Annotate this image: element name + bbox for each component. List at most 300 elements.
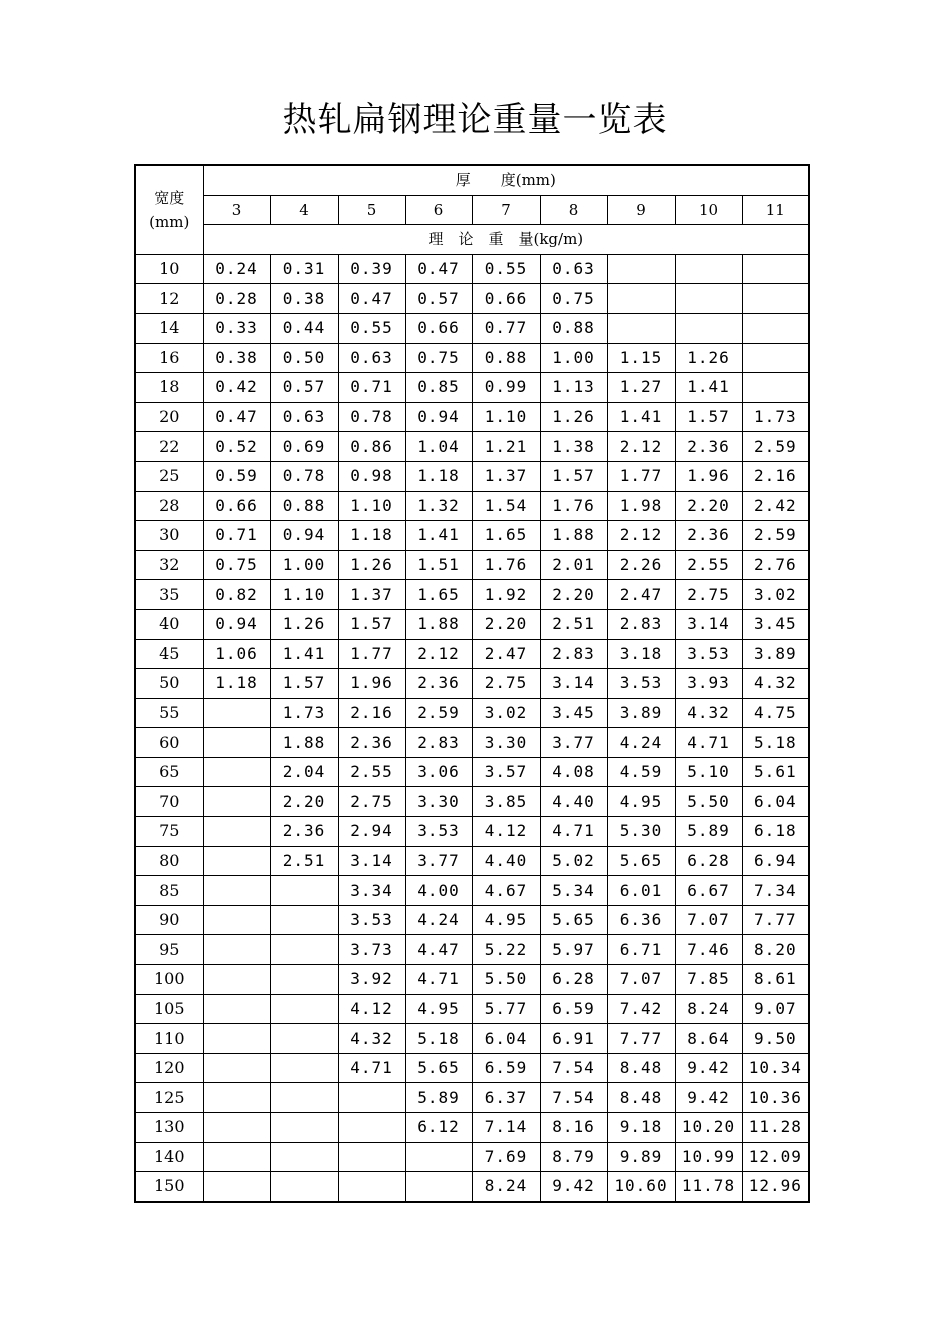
- weight-cell: 3.92: [338, 965, 405, 995]
- weight-cell: 0.88: [540, 313, 607, 343]
- weight-cell: 3.77: [540, 728, 607, 758]
- weight-cell: 1.57: [338, 609, 405, 639]
- weight-cell: 0.44: [270, 313, 338, 343]
- weight-cell: 5.89: [405, 1083, 472, 1113]
- table-row: [135, 994, 809, 1024]
- weight-cell: [203, 994, 270, 1024]
- width-cell: 22: [135, 432, 203, 462]
- weight-cell: 3.53: [675, 639, 742, 669]
- weight-cell: 1.18: [338, 521, 405, 551]
- table-row: [135, 787, 809, 817]
- weight-cell: 7.54: [540, 1083, 607, 1113]
- header-row-weight-label: [135, 225, 809, 255]
- weight-cell: 3.57: [472, 757, 540, 787]
- weight-cell: 3.53: [607, 669, 675, 699]
- weight-cell: 1.10: [270, 580, 338, 610]
- weight-cell: 5.65: [405, 1053, 472, 1083]
- weight-cell: 4.24: [405, 905, 472, 935]
- weight-cell: 0.77: [472, 313, 540, 343]
- table-row: [135, 1024, 809, 1054]
- weight-cell: 2.36: [338, 728, 405, 758]
- weight-cell: 0.28: [203, 284, 270, 314]
- weight-cell: [203, 698, 270, 728]
- weight-cell: 10.60: [607, 1172, 675, 1202]
- weight-cell: 8.16: [540, 1113, 607, 1143]
- width-cell: 60: [135, 728, 203, 758]
- weight-cell: 9.89: [607, 1142, 675, 1172]
- weight-cell: 1.88: [270, 728, 338, 758]
- table-row: [135, 817, 809, 847]
- weight-cell: 2.76: [742, 550, 809, 580]
- weight-cell: 12.09: [742, 1142, 809, 1172]
- weight-cell: 6.12: [405, 1113, 472, 1143]
- weight-cell: 7.77: [607, 1024, 675, 1054]
- weight-cell: 2.36: [675, 521, 742, 551]
- weight-cell: [270, 1142, 338, 1172]
- weight-cell: 3.89: [742, 639, 809, 669]
- table-body: [135, 165, 809, 1202]
- weight-cell: 0.47: [405, 254, 472, 284]
- weight-cell: 6.37: [472, 1083, 540, 1113]
- table-row: [135, 254, 809, 284]
- weight-cell: [607, 284, 675, 314]
- weight-cell: 6.28: [540, 965, 607, 995]
- weight-cell: 1.65: [405, 580, 472, 610]
- weight-cell: 4.67: [472, 876, 540, 906]
- weight-cell: 9.07: [742, 994, 809, 1024]
- weight-cell: 5.65: [607, 846, 675, 876]
- header-row-thicknesses: [135, 195, 809, 225]
- weight-cell: 4.95: [472, 905, 540, 935]
- width-cell: 120: [135, 1053, 203, 1083]
- weight-cell: 1.37: [472, 461, 540, 491]
- weight-cell: 2.55: [675, 550, 742, 580]
- width-cell: 18: [135, 373, 203, 403]
- weight-cell: 2.16: [742, 461, 809, 491]
- weight-cell: 11.28: [742, 1113, 809, 1143]
- weight-cell: 0.75: [540, 284, 607, 314]
- width-cell: 90: [135, 905, 203, 935]
- weight-cell: 3.30: [472, 728, 540, 758]
- width-cell: 55: [135, 698, 203, 728]
- table-row: [135, 876, 809, 906]
- weight-cell: [742, 284, 809, 314]
- weight-cell: 0.55: [472, 254, 540, 284]
- weight-cell: 0.82: [203, 580, 270, 610]
- weight-cell: [203, 1172, 270, 1202]
- width-cell: 70: [135, 787, 203, 817]
- width-cell: 28: [135, 491, 203, 521]
- weight-cell: 5.18: [405, 1024, 472, 1054]
- weight-cell: 0.59: [203, 461, 270, 491]
- weight-cell: [338, 1083, 405, 1113]
- weight-cell: 1.27: [607, 373, 675, 403]
- weight-cell: 1.10: [472, 402, 540, 432]
- width-cell: 140: [135, 1142, 203, 1172]
- weight-cell: 2.47: [472, 639, 540, 669]
- weight-cell: [338, 1113, 405, 1143]
- weight-cell: 7.77: [742, 905, 809, 935]
- weight-cell: [203, 1024, 270, 1054]
- weight-cell: 4.71: [338, 1053, 405, 1083]
- thickness-cell: 4: [270, 195, 338, 225]
- weight-cell: 2.51: [540, 609, 607, 639]
- weight-cell: [203, 876, 270, 906]
- weight-cell: 2.51: [270, 846, 338, 876]
- weight-cell: [270, 1024, 338, 1054]
- weight-cell: 1.65: [472, 521, 540, 551]
- weight-cell: 2.83: [607, 609, 675, 639]
- weight-cell: 2.83: [405, 728, 472, 758]
- weight-cell: 3.14: [540, 669, 607, 699]
- width-header-unit: (mm): [149, 212, 190, 231]
- weight-cell: 4.71: [405, 965, 472, 995]
- weight-cell: 1.21: [472, 432, 540, 462]
- thickness-cell: 10: [675, 195, 742, 225]
- weight-cell: 1.57: [675, 402, 742, 432]
- weight-cell: 0.39: [338, 254, 405, 284]
- weight-cell: 1.38: [540, 432, 607, 462]
- weight-cell: 2.20: [472, 609, 540, 639]
- weight-cell: 0.86: [338, 432, 405, 462]
- weight-cell: 0.63: [338, 343, 405, 373]
- weight-cell: 0.98: [338, 461, 405, 491]
- weight-cell: 1.04: [405, 432, 472, 462]
- weight-cell: 5.65: [540, 905, 607, 935]
- weight-cell: 0.99: [472, 373, 540, 403]
- weight-cell: [203, 728, 270, 758]
- weight-cell: 0.42: [203, 373, 270, 403]
- weight-cell: 0.38: [203, 343, 270, 373]
- weight-cell: 8.79: [540, 1142, 607, 1172]
- weight-cell: 7.42: [607, 994, 675, 1024]
- width-header-cell: [135, 165, 203, 254]
- width-cell: 80: [135, 846, 203, 876]
- weight-cell: 1.10: [338, 491, 405, 521]
- weight-cell: 4.00: [405, 876, 472, 906]
- weight-cell: 6.91: [540, 1024, 607, 1054]
- weight-cell: [675, 284, 742, 314]
- weight-cell: 8.64: [675, 1024, 742, 1054]
- weight-cell: 2.59: [742, 521, 809, 551]
- weight-cell: 1.88: [405, 609, 472, 639]
- weight-cell: 1.96: [338, 669, 405, 699]
- thickness-cell: 5: [338, 195, 405, 225]
- weight-cell: 7.69: [472, 1142, 540, 1172]
- page-title: 热轧扁钢理论重量一览表: [282, 100, 668, 140]
- weight-cell: 3.73: [338, 935, 405, 965]
- weight-cell: [203, 1142, 270, 1172]
- weight-cell: 2.26: [607, 550, 675, 580]
- weight-cell: 3.85: [472, 787, 540, 817]
- weight-cell: 0.38: [270, 284, 338, 314]
- weight-cell: 2.12: [405, 639, 472, 669]
- weight-cell: [203, 787, 270, 817]
- weight-cell: 0.66: [405, 313, 472, 343]
- thickness-cell: 8: [540, 195, 607, 225]
- table-row: [135, 698, 809, 728]
- weight-cell: 1.41: [405, 521, 472, 551]
- weight-cell: 1.15: [607, 343, 675, 373]
- weight-cell: 1.26: [270, 609, 338, 639]
- weight-cell: 2.59: [742, 432, 809, 462]
- weight-cell: [675, 254, 742, 284]
- weight-cell: 2.20: [540, 580, 607, 610]
- weight-cell: [675, 313, 742, 343]
- weight-cell: [270, 994, 338, 1024]
- weight-cell: 5.89: [675, 817, 742, 847]
- weight-cell: [607, 254, 675, 284]
- weight-cell: 6.28: [675, 846, 742, 876]
- table-row: [135, 905, 809, 935]
- weight-cell: 5.30: [607, 817, 675, 847]
- weight-cell: 1.18: [203, 669, 270, 699]
- weight-cell: 3.53: [405, 817, 472, 847]
- width-cell: 45: [135, 639, 203, 669]
- table-row: [135, 935, 809, 965]
- weight-cell: 8.24: [675, 994, 742, 1024]
- weight-cell: 9.42: [540, 1172, 607, 1202]
- weight-cell: 2.75: [338, 787, 405, 817]
- weight-cell: [270, 1113, 338, 1143]
- width-cell: 35: [135, 580, 203, 610]
- weight-cell: [203, 846, 270, 876]
- weight-cell: 0.78: [338, 402, 405, 432]
- weight-cell: 1.06: [203, 639, 270, 669]
- weight-cell: 5.97: [540, 935, 607, 965]
- weight-cell: 9.42: [675, 1053, 742, 1083]
- width-cell: 10: [135, 254, 203, 284]
- weight-cell: 10.36: [742, 1083, 809, 1113]
- width-cell: 85: [135, 876, 203, 906]
- weight-cell: 5.02: [540, 846, 607, 876]
- width-cell: 25: [135, 461, 203, 491]
- width-cell: 110: [135, 1024, 203, 1054]
- weight-cell: 4.32: [675, 698, 742, 728]
- weight-cell: 1.57: [540, 461, 607, 491]
- weight-cell: [270, 965, 338, 995]
- weight-cell: 1.77: [607, 461, 675, 491]
- weight-cell: 3.06: [405, 757, 472, 787]
- table-row: [135, 580, 809, 610]
- weight-cell: 8.20: [742, 935, 809, 965]
- weight-cell: 3.34: [338, 876, 405, 906]
- weight-cell: 1.41: [675, 373, 742, 403]
- weight-cell: 2.36: [675, 432, 742, 462]
- table-row: [135, 1083, 809, 1113]
- weight-cell: [203, 935, 270, 965]
- weight-cell: 1.41: [270, 639, 338, 669]
- weight-cell: [270, 1053, 338, 1083]
- weight-cell: [203, 1053, 270, 1083]
- weight-cell: 7.85: [675, 965, 742, 995]
- weight-cell: 0.75: [405, 343, 472, 373]
- weight-cell: 1.57: [270, 669, 338, 699]
- table-row: [135, 491, 809, 521]
- weight-cell: 4.24: [607, 728, 675, 758]
- weight-cell: 2.94: [338, 817, 405, 847]
- weight-cell: 3.14: [338, 846, 405, 876]
- weight-cell: [405, 1172, 472, 1202]
- weight-cell: [270, 1083, 338, 1113]
- weight-cell: 4.75: [742, 698, 809, 728]
- weight-cell: 6.59: [540, 994, 607, 1024]
- weight-cell: 7.14: [472, 1113, 540, 1143]
- weight-cell: 2.20: [270, 787, 338, 817]
- weight-cell: 0.71: [203, 521, 270, 551]
- width-cell: 30: [135, 521, 203, 551]
- weight-cell: 1.26: [338, 550, 405, 580]
- weight-cell: [405, 1142, 472, 1172]
- thickness-cell: 9: [607, 195, 675, 225]
- weight-cell: [607, 313, 675, 343]
- weight-cell: 2.36: [405, 669, 472, 699]
- weight-cell: 4.95: [405, 994, 472, 1024]
- width-cell: 32: [135, 550, 203, 580]
- table-row: [135, 965, 809, 995]
- weight-cell: [203, 905, 270, 935]
- table-row: [135, 639, 809, 669]
- weight-cell: 6.04: [472, 1024, 540, 1054]
- weight-cell: 1.26: [675, 343, 742, 373]
- weight-cell: 2.12: [607, 432, 675, 462]
- weight-cell: 7.07: [675, 905, 742, 935]
- weight-cell: 5.50: [472, 965, 540, 995]
- width-header-label: 宽度: [154, 188, 185, 207]
- width-cell: 100: [135, 965, 203, 995]
- weight-cell: 10.34: [742, 1053, 809, 1083]
- weight-cell: 6.67: [675, 876, 742, 906]
- weight-cell: [270, 876, 338, 906]
- table-row: [135, 609, 809, 639]
- weight-cell: 3.30: [405, 787, 472, 817]
- width-cell: 95: [135, 935, 203, 965]
- weight-cell: 4.12: [338, 994, 405, 1024]
- weight-cell: 9.42: [675, 1083, 742, 1113]
- weight-cell: 0.94: [270, 521, 338, 551]
- table-row: [135, 1142, 809, 1172]
- weight-cell: 8.48: [607, 1053, 675, 1083]
- weight-cell: 5.34: [540, 876, 607, 906]
- weight-cell: 0.66: [472, 284, 540, 314]
- weight-cell: 7.54: [540, 1053, 607, 1083]
- table-row: [135, 343, 809, 373]
- weight-cell: 0.55: [338, 313, 405, 343]
- table-row: [135, 846, 809, 876]
- width-cell: 65: [135, 757, 203, 787]
- weight-cell: 0.63: [270, 402, 338, 432]
- weight-cell: 0.94: [203, 609, 270, 639]
- weight-cell: 1.77: [338, 639, 405, 669]
- weight-cell: 1.00: [540, 343, 607, 373]
- weight-cell: [203, 817, 270, 847]
- table-row: [135, 284, 809, 314]
- weight-cell: 4.71: [675, 728, 742, 758]
- weight-cell: 1.92: [472, 580, 540, 610]
- weight-cell: [203, 757, 270, 787]
- weight-cell: 4.08: [540, 757, 607, 787]
- weight-cell: 9.18: [607, 1113, 675, 1143]
- weight-cell: 2.59: [405, 698, 472, 728]
- width-cell: 20: [135, 402, 203, 432]
- weight-cell: 2.36: [270, 817, 338, 847]
- weight-cell: 0.47: [203, 402, 270, 432]
- weight-cell: 2.01: [540, 550, 607, 580]
- weight-cell: [338, 1142, 405, 1172]
- table-row: [135, 373, 809, 403]
- weight-cell: 10.20: [675, 1113, 742, 1143]
- weight-cell: 12.96: [742, 1172, 809, 1202]
- weight-cell: 7.46: [675, 935, 742, 965]
- weight-cell: 4.95: [607, 787, 675, 817]
- weight-cell: 0.63: [540, 254, 607, 284]
- weight-cell: 6.59: [472, 1053, 540, 1083]
- table-row: [135, 1053, 809, 1083]
- weight-cell: 10.99: [675, 1142, 742, 1172]
- weight-cell: 0.88: [270, 491, 338, 521]
- width-cell: 150: [135, 1172, 203, 1202]
- width-cell: 14: [135, 313, 203, 343]
- width-cell: 40: [135, 609, 203, 639]
- weight-cell: 3.14: [675, 609, 742, 639]
- weight-cell: 3.77: [405, 846, 472, 876]
- thickness-cell: 11: [742, 195, 809, 225]
- weight-cell: 3.89: [607, 698, 675, 728]
- weight-cell: [270, 1172, 338, 1202]
- weight-cell: 1.88: [540, 521, 607, 551]
- weight-cell: 0.33: [203, 313, 270, 343]
- width-cell: 130: [135, 1113, 203, 1143]
- weight-cell: 6.36: [607, 905, 675, 935]
- table-row: [135, 669, 809, 699]
- thickness-cell: 7: [472, 195, 540, 225]
- weight-cell: 1.54: [472, 491, 540, 521]
- weight-cell: 2.75: [675, 580, 742, 610]
- weight-cell: 2.42: [742, 491, 809, 521]
- weight-cell: 0.75: [203, 550, 270, 580]
- width-cell: 50: [135, 669, 203, 699]
- weight-cell: [203, 965, 270, 995]
- weight-cell: 4.32: [742, 669, 809, 699]
- weight-cell: 0.85: [405, 373, 472, 403]
- weight-cell: 0.57: [270, 373, 338, 403]
- weight-cell: 7.34: [742, 876, 809, 906]
- weight-cell: 4.71: [540, 817, 607, 847]
- weight-cell: 5.10: [675, 757, 742, 787]
- weight-cell: 1.73: [742, 402, 809, 432]
- weight-cell: 3.02: [742, 580, 809, 610]
- thickness-cell: 6: [405, 195, 472, 225]
- weight-cell: 1.13: [540, 373, 607, 403]
- width-cell: 105: [135, 994, 203, 1024]
- weight-cell: 2.75: [472, 669, 540, 699]
- weight-cell: [742, 254, 809, 284]
- weight-cell: 3.45: [742, 609, 809, 639]
- weight-cell: 2.55: [338, 757, 405, 787]
- weight-cell: 4.32: [338, 1024, 405, 1054]
- weight-cell: 7.07: [607, 965, 675, 995]
- table-row: [135, 1172, 809, 1202]
- weight-cell: [270, 935, 338, 965]
- weight-cell: 2.04: [270, 757, 338, 787]
- weight-cell: 1.37: [338, 580, 405, 610]
- weight-table: [134, 164, 810, 1203]
- weight-cell: 3.45: [540, 698, 607, 728]
- weight-cell: 0.71: [338, 373, 405, 403]
- weight-cell: 0.24: [203, 254, 270, 284]
- weight-cell: 1.51: [405, 550, 472, 580]
- weight-cell: 4.40: [472, 846, 540, 876]
